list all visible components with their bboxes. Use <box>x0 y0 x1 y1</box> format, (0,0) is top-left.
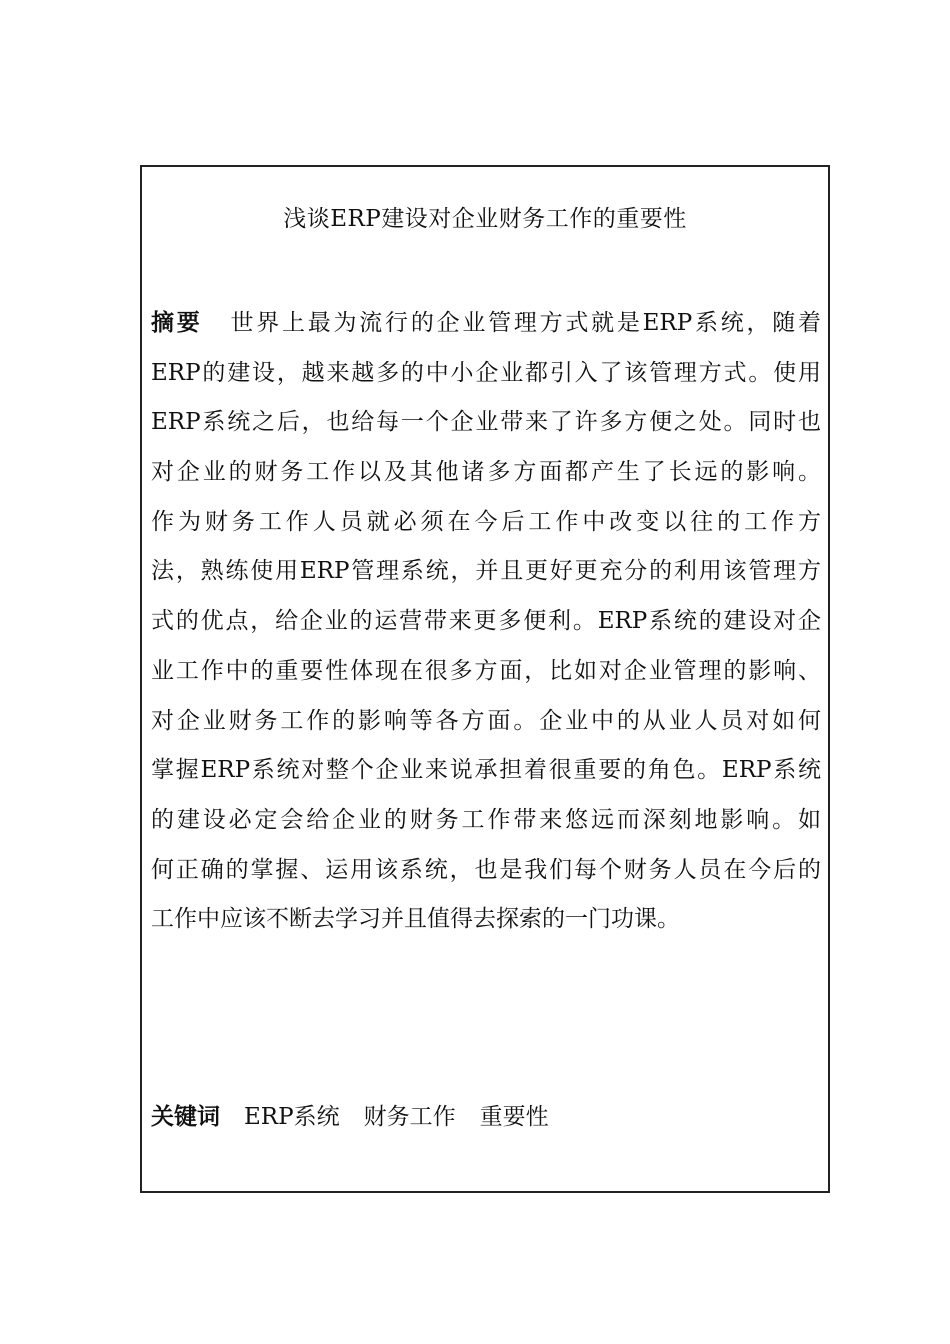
abstract-line-6: 法，熟练使用ERP管理系统，并且更好更充分的利用该管理方 <box>151 558 821 585</box>
abstract-line-11: 的建设必定会给企业的财务工作带来悠远而深刻地影响。如 <box>151 806 821 833</box>
abstract-line-5: 作为财务工作人员就必须在今后工作中改变以往的工作方 <box>151 508 821 535</box>
abstract-line-13: 工作中应该不断去学习并且值得去探索的一门功课。 <box>151 906 680 933</box>
keywords-section <box>151 1102 549 1132</box>
abstract-line-3: ERP系统之后，也给每一个企业带来了许多方便之处。同时也 <box>151 409 821 436</box>
abstract-line-10: 掌握ERP系统对整个企业来说承担着很重要的角色。ERP系统 <box>151 757 821 784</box>
abstract-line-4: 对企业的财务工作以及其他诸多方面都产生了长远的影响。 <box>151 459 821 486</box>
keyword-item: 重要性 <box>479 1104 549 1130</box>
abstract-line-1 <box>151 305 821 355</box>
keyword-item: 财务工作 <box>363 1104 456 1130</box>
document-title: 浅谈ERP建设对企业财务工作的重要性 <box>283 206 687 232</box>
keywords-label: 关键词 <box>151 1104 220 1130</box>
abstract-section <box>151 305 821 951</box>
abstract-line-12: 何正确的掌握、运用该系统，也是我们每个财务人员在今后的 <box>151 856 821 883</box>
abstract-line-7: 式的优点，给企业的运营带来更多便利。ERP系统的建设对企 <box>151 608 821 635</box>
abstract-line-8: 业工作中的重要性体现在很多方面，比如对企业管理的影响、 <box>151 657 821 684</box>
abstract-box <box>140 165 830 1193</box>
abstract-label: 摘要 <box>151 310 203 336</box>
keyword-item: ERP系统 <box>244 1104 340 1130</box>
abstract-line-2: ERP的建设，越来越多的中小企业都引入了该管理方式。使用 <box>151 359 821 386</box>
abstract-line-9: 对企业财务工作的影响等各方面。企业中的从业人员对如何 <box>151 707 821 734</box>
abstract-text: 世界上最为流行的企业管理方式就是ERP系统，随着 <box>230 310 821 336</box>
